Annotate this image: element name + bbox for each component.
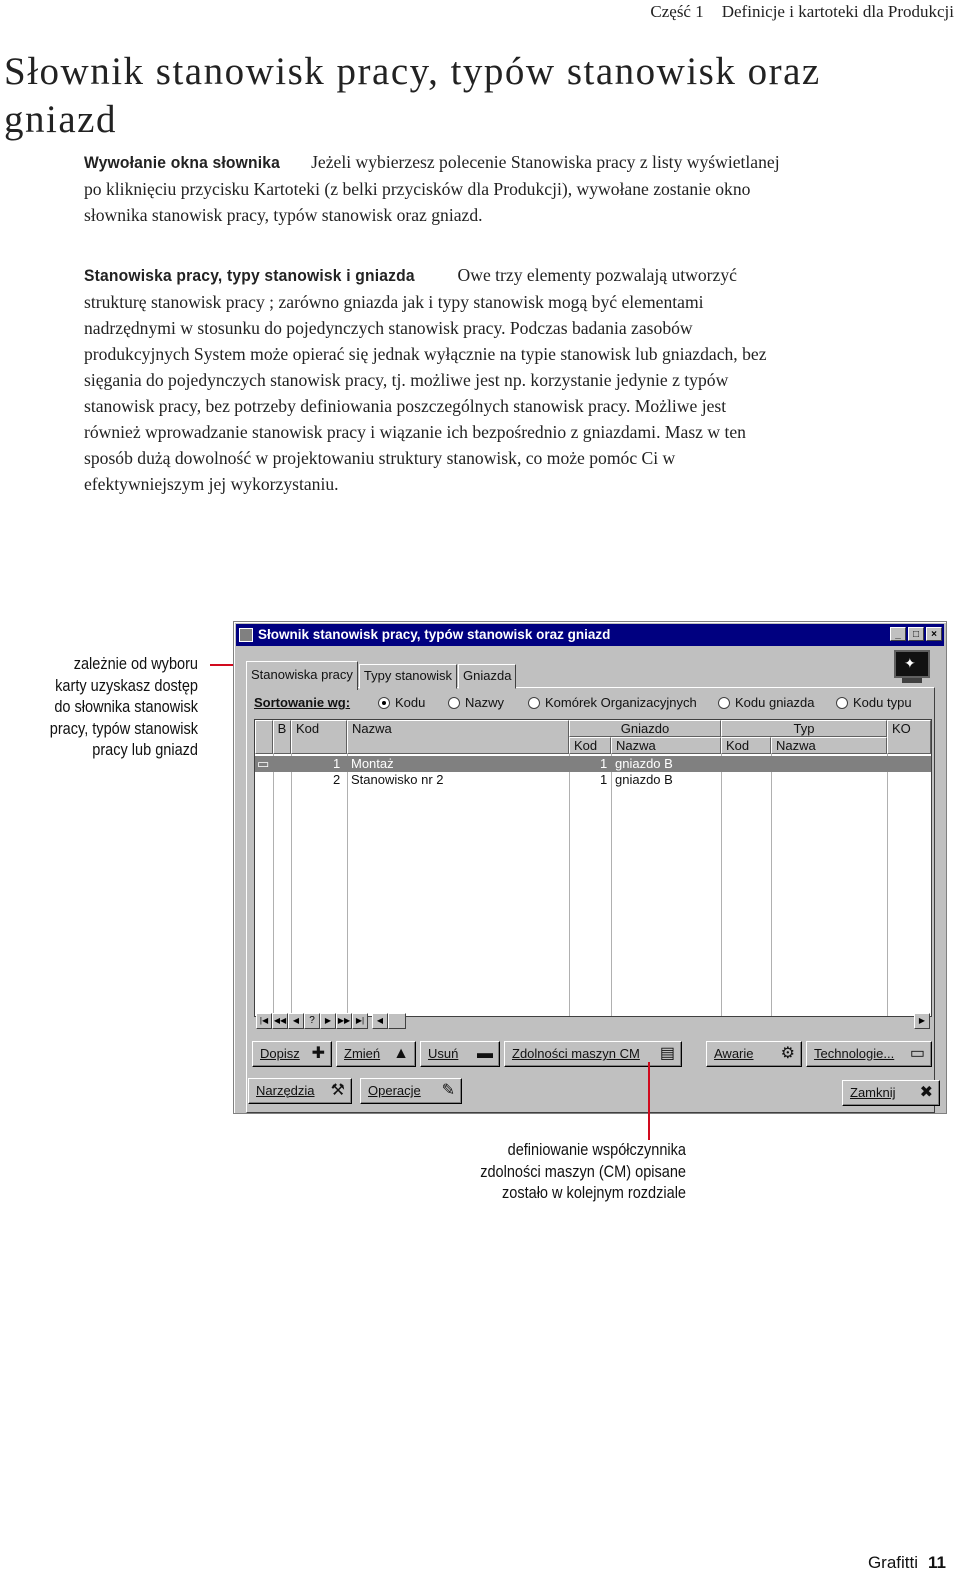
- annotation-tabs: [0, 654, 198, 762]
- dictionary-window: [233, 621, 947, 1114]
- col-header-gniazdo-nazwa[interactable]: Nazwa: [611, 737, 721, 754]
- minimize-button[interactable]: _: [890, 627, 906, 641]
- close-button[interactable]: ×: [926, 627, 942, 641]
- window-title: Słownik stanowisk pracy, typów stanowisk oraz gniazd: [258, 627, 611, 642]
- annotation-line: definiowanie współczynnika: [507, 1141, 686, 1159]
- tab-gniazda[interactable]: Gniazda: [458, 664, 516, 689]
- col-header-gniazdo-kod[interactable]: Kod: [569, 737, 611, 754]
- paragraph-wywolanie: [84, 149, 784, 228]
- page-number: 11: [928, 1553, 946, 1572]
- sort-radio-kodu-typu[interactable]: Kodu typu: [836, 695, 912, 710]
- annotation-line: zdolności maszyn (CM) opisane: [480, 1162, 686, 1181]
- paragraph-text: Owe trzy elementy pozwalają utworzyć strukturę stanowisk pracy ; zarówno gniazda jak i typy stanowisk mogą być elementami nadrzędnymi w stosunku do pojedynczych stanowisk pracy. Podczas badania zasobów produkcyjnych System może opierać się jednak wyłącznie na typie stanowisk lub gniazdach, bez sięgania do pojedynczych stanowisk pracy, tj. możliwe jest np. korzystanie jedynie z typów stanowisk pracy, bez potrzeby definiowania poszczególnych stanowisk pracy. Możliwe jest również wprowadzanie stanowisk pracy i wiązanie ich bezpośrednio z gniazdami. Masz w ten sposób dużą dowolność w projektowaniu struktury stanowisk, co może pomóc Ci w efektywniejszym jej wykorzystaniu.: [84, 265, 767, 494]
- runin-heading: Stanowiska pracy, typy stanowisk i gniazda: [84, 266, 415, 285]
- header-part: Część 1: [650, 2, 704, 21]
- first-record-button[interactable]: |◀: [256, 1013, 272, 1029]
- row-gniazdo-nazwa: gniazdo B: [615, 772, 673, 787]
- tools-icon: ⚙: [780, 1045, 795, 1062]
- annotation-line: do słownika stanowisk: [54, 698, 199, 716]
- last-record-button[interactable]: ▶|: [352, 1013, 368, 1029]
- triangle-icon: ▲: [393, 1045, 409, 1062]
- prev-page-button[interactable]: ◀◀: [272, 1013, 288, 1029]
- callout-line-cm: [648, 1062, 650, 1140]
- scroll-thumb[interactable]: [388, 1013, 406, 1029]
- col-header-gniazdo[interactable]: Gniazdo: [569, 720, 721, 737]
- annotation-line: karty uzyskasz dostęp: [55, 676, 199, 695]
- window-icon: [239, 628, 253, 642]
- next-page-button[interactable]: ▶▶: [336, 1013, 352, 1029]
- zmien-button[interactable]: Zmień ▲: [336, 1041, 416, 1067]
- col-header-typ-nazwa[interactable]: Nazwa: [771, 737, 887, 754]
- usun-button[interactable]: Usuń ▬: [420, 1041, 500, 1067]
- runin-heading: Wywołanie okna słownika: [84, 153, 281, 172]
- maximize-button[interactable]: □: [908, 627, 924, 641]
- sort-options: [248, 694, 932, 712]
- minus-icon: ▬: [477, 1045, 493, 1062]
- sort-radio-kodu[interactable]: Kodu: [378, 695, 425, 710]
- data-grid[interactable]: [254, 719, 932, 1017]
- clapper-icon: ▤: [659, 1045, 675, 1062]
- paragraph-stanowiska: [84, 262, 784, 497]
- annotation-line: zależnie od wyboru: [73, 655, 198, 673]
- row-gniazdo-kod: 1: [600, 772, 608, 787]
- footer-brand: Grafitti: [867, 1553, 919, 1572]
- running-header: [632, 2, 954, 22]
- header-section: Definicje i kartoteki dla Produkcji: [721, 2, 954, 21]
- row-gniazdo-nazwa: gniazdo B: [615, 756, 673, 771]
- close-x-icon: ✖: [919, 1084, 933, 1101]
- sort-label: Sortowanie wg:: [254, 695, 351, 710]
- annotation-line: pracy, typów stanowisk: [49, 719, 199, 738]
- sort-radio-kodu-gniazda[interactable]: Kodu gniazda: [718, 695, 815, 710]
- row-kod: 1: [333, 756, 341, 771]
- row-kod: 2: [333, 772, 341, 787]
- row-gniazdo-kod: 1: [600, 756, 608, 771]
- col-header-typ-kod[interactable]: Kod: [721, 737, 771, 754]
- page-title: Słownik stanowisk pracy, typów stanowisk oraz gniazd: [4, 50, 821, 141]
- sort-radio-nazwy[interactable]: Nazwy: [448, 695, 504, 710]
- row-nazwa: Montaż: [351, 756, 394, 771]
- technologie-button[interactable]: Technologie... ▭: [806, 1041, 932, 1067]
- awarie-button[interactable]: Awarie ⚙: [706, 1041, 802, 1067]
- table-row[interactable]: ▭ 1 Montaż 1 gniazdo B: [255, 756, 931, 772]
- col-header-ko[interactable]: KO: [887, 720, 931, 754]
- dopisz-button[interactable]: Dopisz ✚: [252, 1041, 332, 1067]
- navigation-bar: [256, 1013, 932, 1029]
- tab-typy-stanowisk[interactable]: Typy stanowisk: [359, 664, 457, 689]
- annotation-line: pracy lub gniazd: [92, 741, 198, 759]
- monitor-icon: ✦: [892, 650, 932, 684]
- col-selector: [255, 720, 273, 754]
- page-footer: [868, 1553, 946, 1573]
- row-nazwa: Stanowisko nr 2: [351, 772, 444, 787]
- paragraph-text: Jeżeli wybierzesz polecenie Stanowiska pracy z listy wyświetlanej po kliknięciu przycisku Kartoteki (z belki przycisków dla Produkcji), wywołane zostanie okno słownika stanowisk pracy, typów stanowisk oraz gniazd.: [84, 152, 780, 225]
- col-header-kod[interactable]: Kod: [291, 720, 347, 754]
- scroll-right-button[interactable]: ▶: [914, 1013, 930, 1029]
- prev-record-button[interactable]: ◀: [288, 1013, 304, 1029]
- operacje-button[interactable]: Operacje ✎: [360, 1078, 462, 1104]
- col-header-b[interactable]: B: [273, 720, 291, 754]
- narzedzia-button[interactable]: Narzędzia ⚒: [248, 1078, 352, 1104]
- wrench-icon: ⚒: [330, 1082, 345, 1099]
- next-record-button[interactable]: ▶: [320, 1013, 336, 1029]
- tab-stanowiska-pracy[interactable]: Stanowiska pracy: [246, 661, 358, 690]
- pen-icon: ✎: [441, 1082, 455, 1099]
- annotation-line: zostało w kolejnym rozdziale: [501, 1184, 686, 1202]
- folder-icon: ▭: [909, 1045, 925, 1062]
- title-bar[interactable]: [236, 624, 944, 646]
- zamknij-button[interactable]: Zamknij ✖: [842, 1080, 940, 1106]
- zdolnosci-maszyn-button[interactable]: Zdolności maszyn CM ▤: [504, 1041, 682, 1067]
- scroll-left-button[interactable]: ◀: [372, 1013, 388, 1029]
- annotation-cm: [443, 1140, 686, 1205]
- plus-icon: ✚: [311, 1045, 325, 1062]
- col-header-nazwa[interactable]: Nazwa: [347, 720, 569, 754]
- col-header-typ[interactable]: Typ: [721, 720, 887, 737]
- find-record-button[interactable]: ?: [304, 1013, 320, 1029]
- sort-radio-komorek[interactable]: Komórek Organizacyjnych: [528, 695, 697, 710]
- table-row[interactable]: [255, 772, 931, 788]
